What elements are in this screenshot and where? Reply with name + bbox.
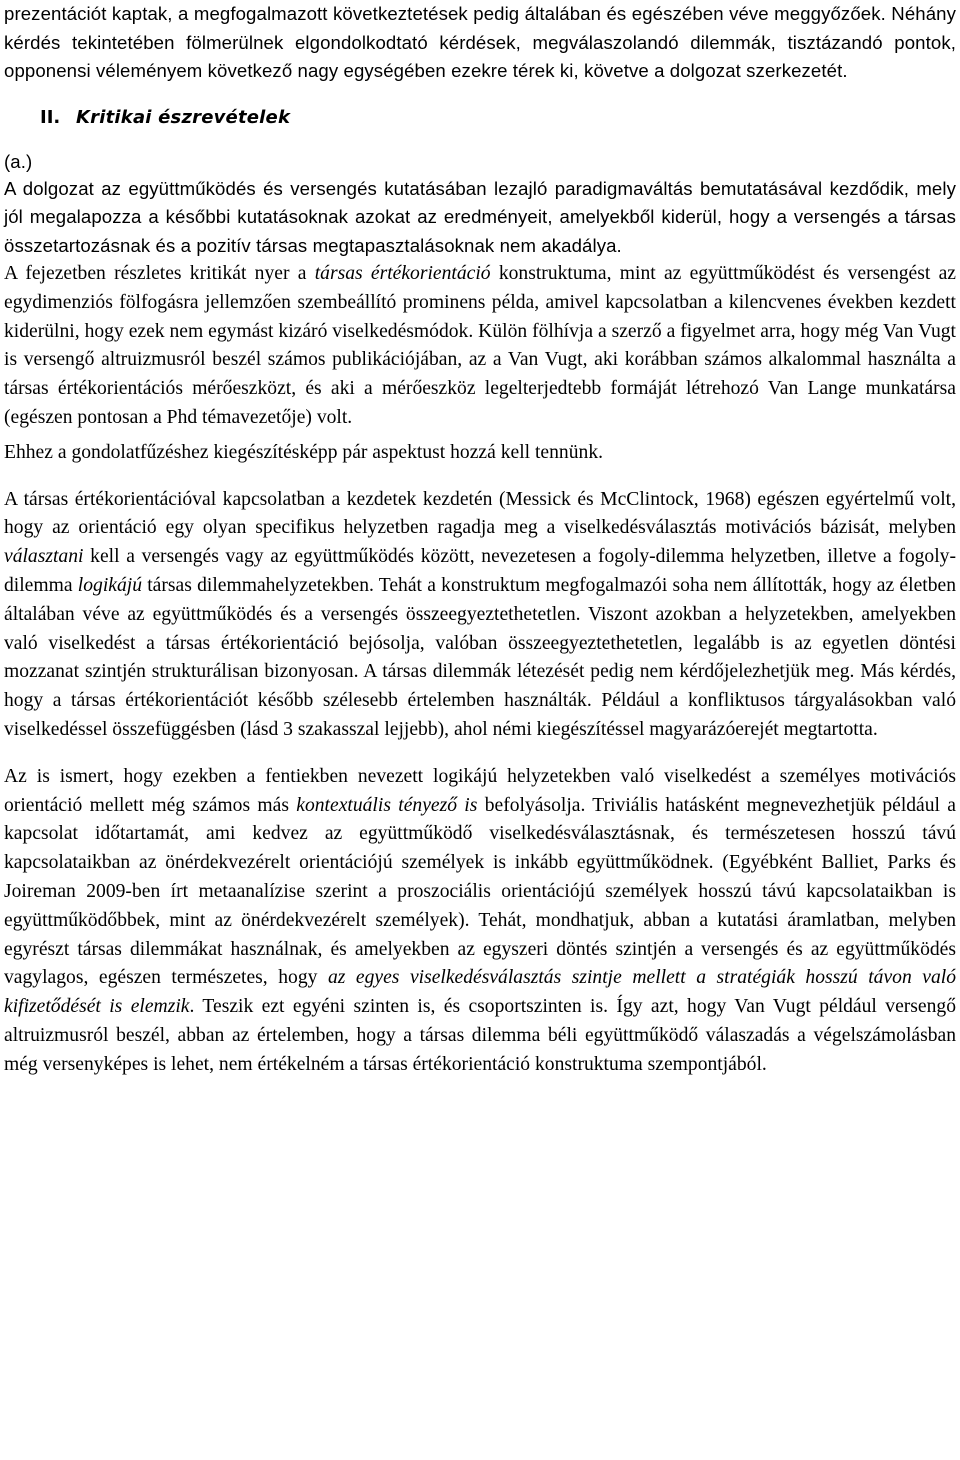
section-number: II.: [40, 106, 61, 128]
paragraph-contextual-factors: [4, 763, 956, 1080]
text-run: . Teszik ezt egyéni szinten is, és csoportszinten is. Így azt, hogy Van Vugt például versengő altruizmusról beszél, abban az értelemben, hogy a társas dilemma béli együttműködő válaszadás a végelszámolásban még versenyképes is lehet, nem értékelném a társas értékorientáció konstruktuma szempontjából.: [4, 996, 956, 1075]
emphasis-term: kontextuális tényező is: [296, 794, 478, 816]
text-run: kell a versengés vagy az együttműködés között, nevezetesen a fogoly-dilemma helyzetben, illetve a fogoly-dilemma: [4, 546, 956, 596]
emphasis-term: választani: [4, 546, 84, 568]
emphasis-term: társas értékorientáció: [314, 263, 491, 284]
paragraph-transition: Ehhez a gondolatfűzéshez kiegészítésképp pár aspektust hozzá kell tennünk.: [4, 441, 604, 463]
paragraph-value-orientation-critique: [4, 260, 956, 433]
document-page: [4, 0, 956, 1080]
paragraph-paradigm-shift: A dolgozat az együttműködés és versengés kutatásában lezajló paradigmaváltás bemutatásával kezdődik, mely jól megalapozza a későbbi kutatásoknak azokat az eredményeit, amelyekből kiderül, hogy a versengés a társas összetartozásnak és a pozitív társas megtapasztalásoknak nem akadálya.: [4, 177, 956, 256]
paragraph-historical-context: [4, 486, 956, 745]
text-run: A fejezetben részletes kritikát nyer a: [4, 263, 315, 284]
subsection-label: (a.): [4, 150, 33, 172]
text-run: Külön fölhívja a szerző a figyelmet arra, hogy még Van Vugt is versengő altruizmusról beszél számos publikációjában, az a Van Vugt, aki korábban számos alkalommal használta a társas értékorientációs mérőeszközt, és aki a mérőeszköz legelterjedtebb formáját létrehozó Van Lange munkatársa (egészen pontosan a Phd témavezetője) volt.: [4, 320, 956, 428]
section-title: Kritikai észrevételek: [76, 106, 291, 128]
text-run: A társas értékorientációval kapcsolatban a kezdetek kezdetén (Messick és McClintock, 1968) egészen egyértelmű volt, hogy az orientáció egy olyan specifikus helyzetben ragadja meg a viselkedésválasztás motivációs bázisát, melyben: [4, 488, 956, 539]
intro-paragraph: prezentációt kaptak, a megfogalmazott következtetések pedig általában és egészében véve meggyőzőek. Néhány kérdés tekintetében fölmerülnek elgondolkodtató kérdések, megválaszolandó dilemmák, tisztázandó pontok, opponensi véleményem következő nagy egységében ezekre térek ki, követve a dolgozat szerkezetét.: [4, 3, 956, 81]
text-run: társas dilemmahelyzetekben. Tehát a konstruktum megfogalmazói soha nem állították, hogy az életben általában véve az együttműködés és a versengés összeegyeztethetetlen. Viszont azokban a helyzetekben, amelyekben való viselkedést a társas értékorientáció bejósolja, valóban összeegyeztethetetlen, legalább is az egyetlen döntési mozzanat szintjén strukturálisan bizonyosan. A társas dilemmák létezését pedig nem kérdőjelezhetjük meg. Más kérdés, hogy a társas értékorientációt később szélesebb értelemben használták. Például a konfliktusos tárgyalásokban való viselkedéssel összefüggésben (lásd 3 szakasszal lejjebb), ahol némi kiegészítéssel magyarázóerejét megtartotta.: [4, 574, 956, 740]
emphasis-term: az egyes viselkedésválasztás szintje mellett a stratégiák hosszú távon való kifizetődését is elemzik: [4, 967, 957, 1018]
text-run: konstruktuma, mint az együttműködést és versengést az egydimenziós fölfogásra jellemzően szembeállító prominens példa, amivel kapcsolatban a kilencvenes években kezdett kiderülni, hogy ezek nem egymást kizáró viselkedésmódok.: [4, 263, 956, 342]
section-heading: [4, 107, 956, 137]
text-run: befolyásolja. Triviális hatásként megnevezhetjük például a kapcsolat időtartamát, ami kedvez az együttműködő viselkedésválasztásnak, és természetesen hosszú távú kapcsolataikban az önérdekvezérelt orientációjú személyek is inkább együttműködnek. (Egyébként Balliet, Parks és Joireman 2009-ben írt metaanalízise szerint a proszociális orientációjú személyek hosszú távú kapcsolataikban is együttműködőbbek, mint az önérdekvezérelt személyek). Tehát, mondhatjuk, abban a kutatási áramlatban, melyben egyrészt társas dilemmákat használnak, és amelyekben az egyszeri döntés szintjén a versengés és az együttműködés vagylagos, egészen természetes, hogy: [4, 794, 956, 989]
emphasis-term: logikájú: [77, 574, 143, 596]
text-run: Az is ismert, hogy ezekben a fentiekben nevezett logikájú helyzetekben való viselkedést a személyes motivációs orientáció mellett még számos más: [4, 765, 956, 816]
